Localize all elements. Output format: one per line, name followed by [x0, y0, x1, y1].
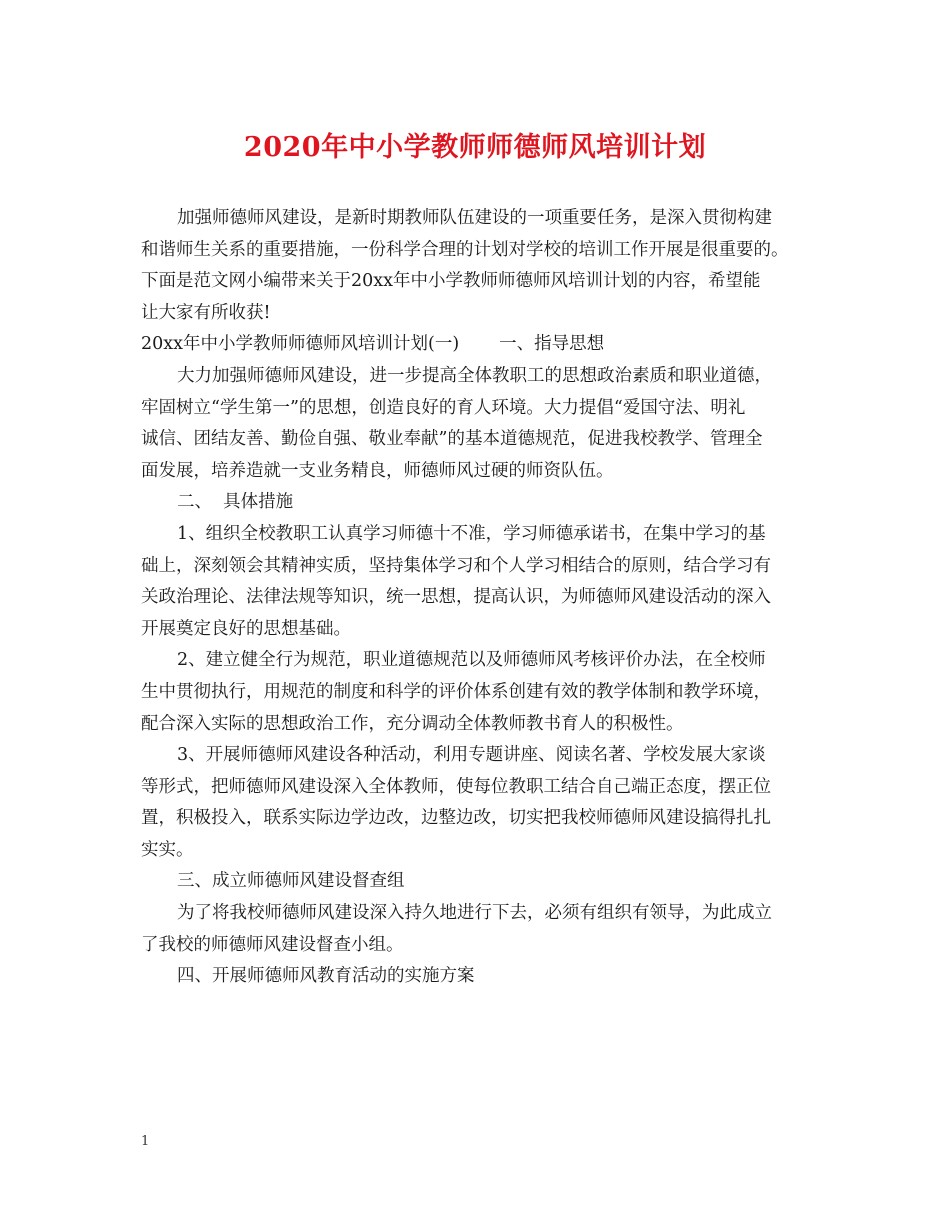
text-line: 牢固树立“学生第一”的思想，创造良好的育人环境。大力提倡“爱国守法、明礼 [141, 397, 746, 418]
text-line: 实实。 [141, 839, 194, 860]
text-line: 诚信、团结友善、勤俭自强、敬业奉献”的基本道德规范，促进我校教学、管理全 [141, 429, 763, 450]
text-line: 加强师德师风建设，是新时期教师队伍建设的一项重要任务，是深入贯彻构建 [177, 208, 772, 228]
section1-heading: 一、指导思想 [499, 334, 605, 355]
text-line: 1、组织全校教职工认真学习师德十不准，学习师德承诺书，在集中学习的基 [177, 523, 766, 544]
plan-heading-line [141, 329, 821, 361]
document-title: 2020年中小学教师师德师风培训计划 [243, 132, 707, 163]
text-line: 3、开展师德师风建设各种活动，利用专题讲座、阅读名著、学校发展大家谈 [177, 745, 766, 766]
measure1-paragraph [141, 519, 821, 645]
plan-heading: 20xx年中小学教师师德师风培训计划(一) [141, 334, 460, 355]
section3-paragraph [141, 898, 821, 961]
text-line: 配合深入实际的思想政治工作，充分调动全体教师教书育人的积极性。 [141, 713, 684, 734]
section3-heading: 三、成立师德师风建设督查组 [177, 871, 405, 892]
text-line: 为了将我校师德师风建设深入持久地进行下去，必须有组织有领导，为此成立 [177, 903, 772, 924]
section4-heading: 四、开展师德师风教育活动的实施方案 [177, 966, 475, 987]
text-line: 和谐师生关系的重要措施，一份科学合理的计划对学校的培训工作开展是很重要的。 [141, 239, 789, 260]
section2-heading: 二、 具体措施 [177, 492, 294, 513]
section1-paragraph [141, 361, 821, 487]
section4-heading-paragraph [141, 961, 821, 993]
text-line: 础上，深刻领会其精神实质，坚持集体学习和个人学习相结合的原则，结合学习有 [141, 555, 771, 576]
text-line: 2、建立健全行为规范，职业道德规范以及师德师风考核评价办法，在全校师 [177, 650, 766, 671]
text-line: 生中贯彻执行，用规范的制度和科学的评价体系创建有效的教学体制和教学环境， [141, 681, 771, 702]
text-line: 置，积极投入，联系实际边学边改，边整边改，切实把我校师德师风建设搞得扎扎 [141, 808, 771, 829]
text-line: 面发展，培养造就一支业务精良，师德师风过硬的师资队伍。 [141, 460, 614, 481]
text-line: 让大家有所收获! [141, 302, 271, 323]
text-line: 等形式，把师德师风建设深入全体教师，使每位教职工结合自己端正态度，摆正位 [141, 776, 771, 797]
section3-heading-paragraph [141, 866, 821, 898]
measure2-paragraph [141, 645, 821, 740]
document-body [141, 203, 821, 993]
text-line: 大力加强师德师风建设，进一步提高全体教职工的思想政治素质和职业道德， [177, 365, 772, 386]
heading-line [141, 329, 821, 361]
intro-paragraph [141, 203, 821, 329]
text-line: 了我校的师德师风建设督查小组。 [141, 934, 404, 955]
text-line: 开展奠定良好的思想基础。 [141, 618, 351, 639]
page-number: 1 [141, 1134, 150, 1149]
text-line: 下面是范文网小编带来关于20xx年中小学教师师德师风培训计划的内容，希望能 [141, 271, 761, 292]
measure3-paragraph [141, 740, 821, 866]
section2-heading-paragraph [141, 487, 821, 519]
text-line: 关政治理论、法律法规等知识，统一思想，提高认识，为师德师风建设活动的深入 [141, 587, 771, 608]
